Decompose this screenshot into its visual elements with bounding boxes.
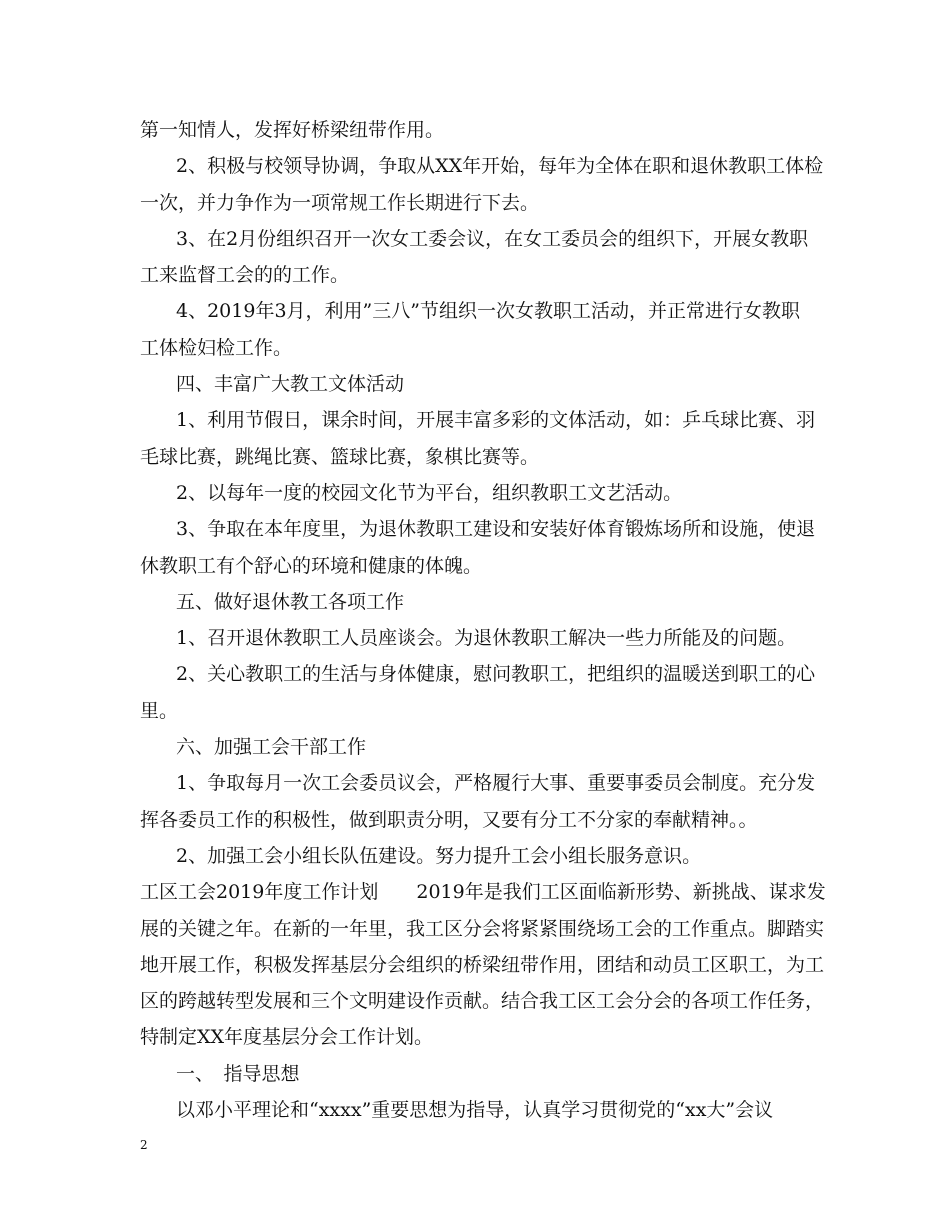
text-line: 以邓小平理论和“xxxx”重要思想为指导，认真学习贯彻党的“xx大”会议	[176, 1099, 774, 1122]
text-line: 地开展工作，积极发挥基层分会组织的桥梁纽带作用，团结和动员工区职工，为工	[140, 953, 825, 976]
text-line: 工来监督工会的的工作。	[140, 264, 350, 287]
text-line: 毛球比赛，跳绳比赛、篮球比赛，象棋比赛等。	[140, 445, 540, 468]
text-line: 3、争取在本年度里，为退休教职工建设和安装好体育锻炼场所和设施，使退	[176, 518, 816, 541]
text-line: 1、争取每月一次工会委员议会，严格履行大事、重要事委员会制度。充分发	[176, 772, 816, 795]
text-line: 休教职工有个舒心的环境和健康的体魄。	[140, 554, 483, 577]
section-heading: 五、做好退休教工各项工作	[176, 590, 405, 613]
text-line: 工区工会2019年度工作计划 2019年是我们工区面临新形势、新挑战、谋求发	[140, 881, 826, 904]
section-heading: 四、丰富广大教工文体活动	[176, 373, 405, 396]
text-line: 工体检妇检工作。	[140, 336, 293, 359]
text-line: 1、召开退休教职工人员座谈会。为退休教职工解决一些力所能及的问题。	[176, 627, 797, 650]
text-line: 区的跨越转型发展和三个文明建设作贡献。结合我工区工会分会的各项工作任务，	[140, 990, 825, 1013]
text-line: 挥各委员工作的积极性，做到职责分明，又要有分工不分家的奉献精神。。	[140, 808, 758, 831]
section-heading: 一、 指导思想	[176, 1062, 300, 1085]
text-line: 2、积极与校领导协调，争取从XX年开始，每年为全体在职和退休教职工体检	[176, 155, 824, 178]
text-line: 4、2019年3月，利用”三八”节组织一次女教职工活动，并正常进行女教职	[176, 300, 800, 323]
text-line: 第一知情人，发挥好桥梁纽带作用。	[140, 119, 445, 141]
text-line: 2、加强工会小组长队伍建设。努力提升工会小组长服务意识。	[176, 844, 702, 867]
text-line: 特制定XX年度基层分会工作计划。	[140, 1026, 434, 1049]
text-line: 一次，并力争作为一项常规工作长期进行下去。	[140, 191, 540, 214]
text-line: 1、利用节假日，课余时间，开展丰富多彩的文体活动，如：乒乓球比赛、羽	[176, 409, 816, 432]
text-line: 2、以每年一度的校园文化节为平台，组织教职工文艺活动。	[176, 481, 683, 504]
body-text	[140, 112, 826, 1128]
section-heading: 六、加强工会干部工作	[176, 736, 367, 759]
text-line: 3、在2月份组织召开一次女工委会议，在女工委员会的组织下，开展女教职	[176, 227, 809, 250]
text-line: 里。	[140, 699, 179, 722]
page-number: 2	[140, 1138, 148, 1152]
text-line: 展的关键之年。在新的一年里，我工区分会将紧紧围绕场工会的工作重点。脚踏实	[140, 917, 825, 940]
text-line: 2、关心教职工的生活与身体健康，慰问教职工，把组织的温暖送到职工的心	[176, 663, 816, 686]
